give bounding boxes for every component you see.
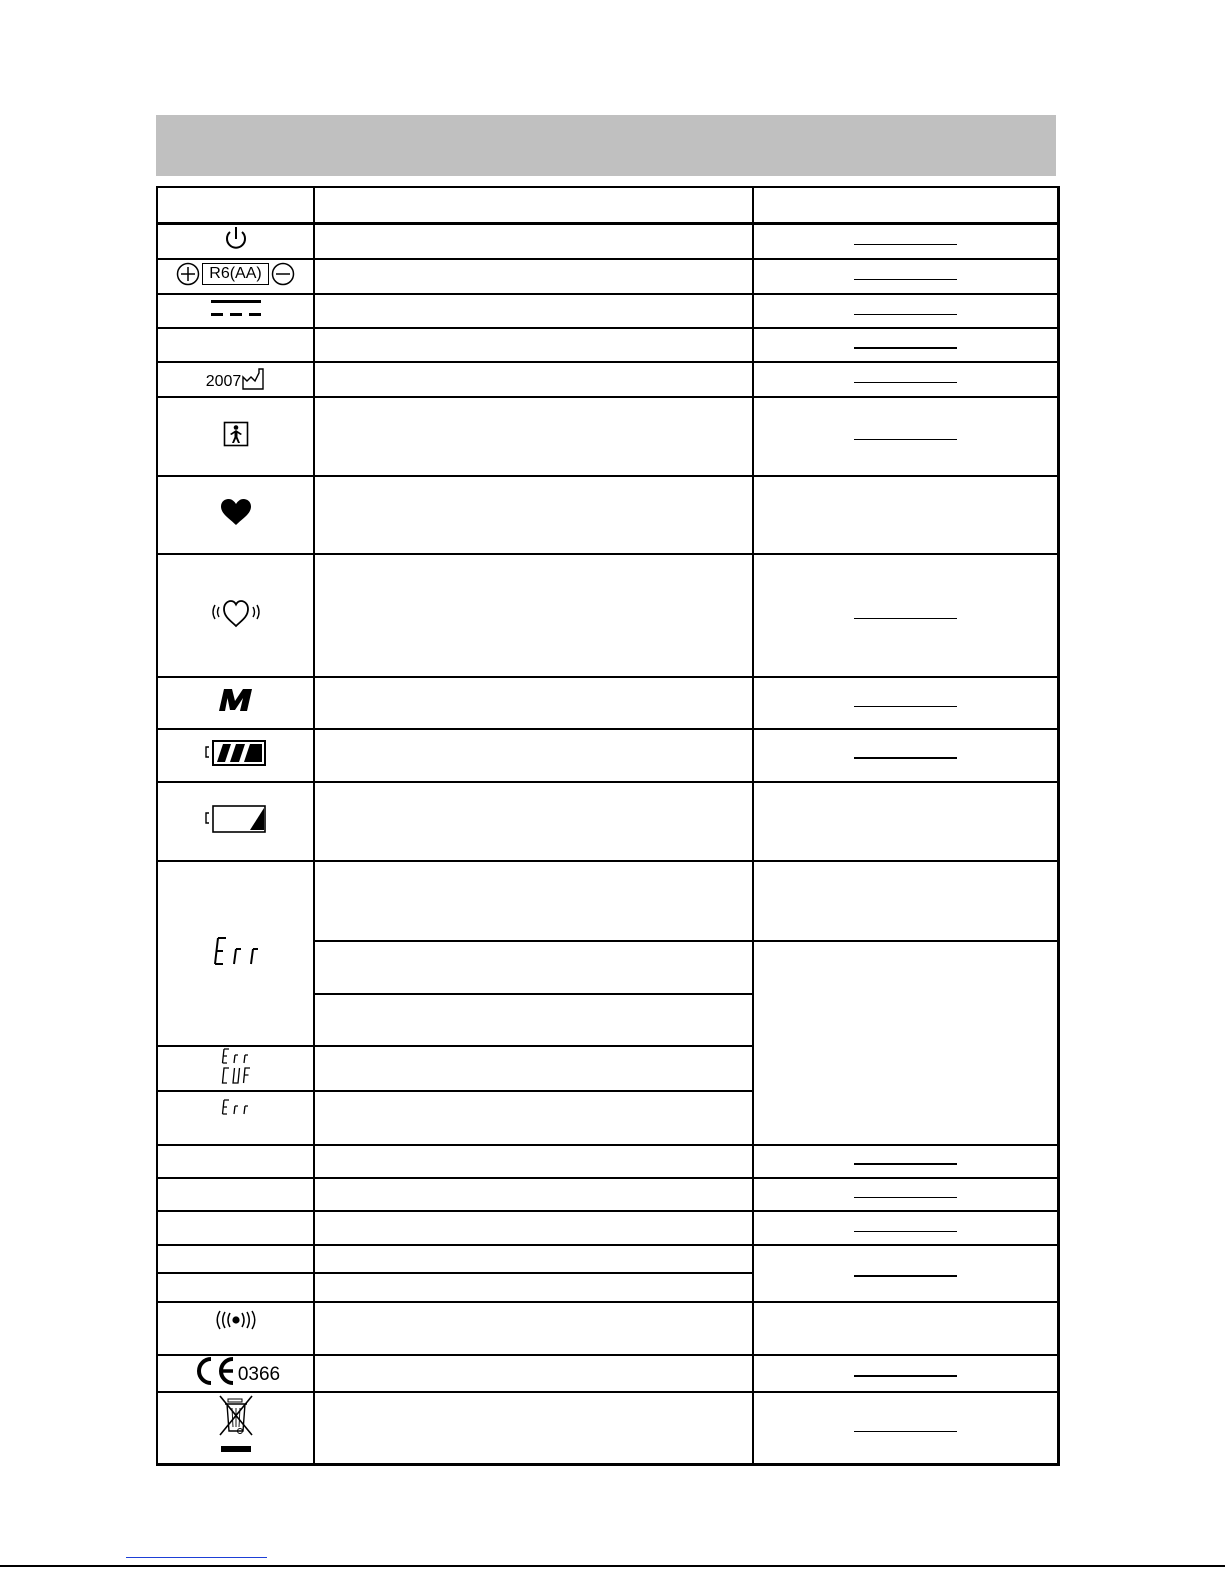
function-cell	[753, 729, 1058, 782]
description-cell	[314, 397, 753, 476]
manufacture-date-icon	[206, 367, 266, 391]
symbol-cell	[157, 782, 314, 861]
description-cell	[314, 1245, 753, 1273]
symbol-cell	[157, 1046, 314, 1091]
manufacture-year: 2007	[205, 373, 242, 390]
heart-icon	[220, 498, 252, 526]
description-cell	[314, 259, 753, 294]
dash-line	[854, 1163, 957, 1165]
header-bar	[156, 115, 1056, 176]
table-row	[157, 729, 1058, 782]
function-cell	[753, 782, 1058, 861]
table-row	[157, 782, 1058, 861]
wireless-signal-icon	[211, 1309, 261, 1331]
header-cell-symbol	[157, 187, 314, 223]
function-cell	[753, 1392, 1058, 1465]
header-cell-function	[753, 187, 1058, 223]
description-cell	[314, 1091, 753, 1145]
description-cell	[314, 782, 753, 861]
dash-line	[854, 1275, 957, 1277]
description-cell	[314, 554, 753, 677]
table-row	[157, 554, 1058, 677]
description-cell	[314, 729, 753, 782]
function-cell	[753, 362, 1058, 397]
function-cell	[753, 1302, 1058, 1355]
battery-low-icon	[204, 804, 268, 834]
table-row	[157, 861, 1058, 941]
function-cell	[753, 328, 1058, 362]
function-cell	[753, 677, 1058, 729]
weee-disposal-icon	[216, 1393, 256, 1457]
description-cell	[314, 328, 753, 362]
description-cell	[314, 1211, 753, 1245]
symbol-cell	[157, 729, 314, 782]
table-row	[157, 1355, 1058, 1392]
function-cell	[753, 294, 1058, 328]
symbol-cell	[157, 1355, 314, 1392]
description-cell	[314, 1145, 753, 1178]
description-cell	[314, 1302, 753, 1355]
description-cell	[314, 677, 753, 729]
ce-mark-icon	[191, 1356, 280, 1386]
function-cell	[753, 1178, 1058, 1211]
battery-type-icon	[176, 262, 294, 286]
description-cell	[314, 294, 753, 328]
dash-line	[854, 1431, 957, 1432]
type-bf-applied-part-icon	[223, 421, 249, 447]
description-cell	[314, 994, 753, 1046]
direct-current-icon	[210, 298, 262, 318]
symbol-cell	[157, 1178, 314, 1211]
symbol-cell	[157, 861, 314, 1046]
dash-line	[854, 347, 957, 349]
table-row	[157, 294, 1058, 328]
table-row	[157, 677, 1058, 729]
table-row	[157, 1145, 1058, 1178]
dash-line	[854, 757, 957, 759]
symbol-cell	[157, 1211, 314, 1245]
dash-line	[854, 618, 957, 619]
battery-label: R6(AA)	[202, 263, 268, 285]
symbol-cell	[157, 1245, 314, 1273]
symbol-cell	[157, 677, 314, 729]
dash-line	[854, 1375, 957, 1377]
symbol-cell	[157, 1145, 314, 1178]
function-cell	[753, 1355, 1058, 1392]
symbol-cell	[157, 1273, 314, 1302]
error-display-small-icon	[219, 1098, 253, 1116]
description-cell	[314, 861, 753, 941]
memory-icon	[215, 688, 257, 712]
power-icon	[223, 225, 249, 253]
ce-notified-body-code: 0366	[237, 1363, 281, 1385]
symbol-cell	[157, 259, 314, 294]
dash-line	[854, 1231, 957, 1232]
irregular-heartbeat-icon	[206, 597, 266, 629]
function-cell	[753, 554, 1058, 677]
symbol-cell	[157, 328, 314, 362]
description-cell	[314, 1273, 753, 1302]
function-cell	[753, 259, 1058, 294]
symbol-cell	[157, 1091, 314, 1145]
dash-line	[854, 382, 957, 383]
table-row	[157, 397, 1058, 476]
table-row	[157, 259, 1058, 294]
description-cell	[314, 941, 753, 994]
table-row	[157, 362, 1058, 397]
description-cell	[314, 476, 753, 554]
function-cell	[753, 1145, 1058, 1178]
description-cell	[314, 223, 753, 259]
table-row	[157, 328, 1058, 362]
symbol-cell	[157, 362, 314, 397]
error-cuff-display-icon	[219, 1047, 253, 1085]
description-cell	[314, 1178, 753, 1211]
function-cell	[753, 476, 1058, 554]
battery-full-icon	[204, 739, 268, 767]
description-cell	[314, 1392, 753, 1465]
table-row	[157, 1302, 1058, 1355]
symbol-cell	[157, 397, 314, 476]
function-cell	[753, 397, 1058, 476]
dash-line	[854, 279, 957, 280]
table-row	[157, 1245, 1058, 1273]
symbol-cell	[157, 554, 314, 677]
table-row	[157, 1392, 1058, 1465]
error-display-icon	[209, 936, 263, 966]
dash-line	[854, 1197, 957, 1198]
table-row	[157, 1178, 1058, 1211]
description-cell	[314, 1046, 753, 1091]
dash-line	[854, 439, 957, 440]
symbol-cell	[157, 223, 314, 259]
function-cell	[753, 941, 1058, 1145]
symbol-table	[156, 186, 1060, 1466]
symbol-cell	[157, 1302, 314, 1355]
table-row	[157, 223, 1058, 259]
symbol-cell	[157, 294, 314, 328]
table-row	[157, 1211, 1058, 1245]
footer-rule	[0, 1565, 1225, 1567]
symbol-cell	[157, 1392, 314, 1465]
function-cell	[753, 1245, 1058, 1302]
description-cell	[314, 362, 753, 397]
function-cell	[753, 861, 1058, 941]
function-cell	[753, 1211, 1058, 1245]
table-row	[157, 476, 1058, 554]
description-cell	[314, 1355, 753, 1392]
dash-line	[854, 314, 957, 315]
function-cell	[753, 223, 1058, 259]
dash-line	[854, 244, 957, 245]
table-header-row	[157, 187, 1058, 223]
footer-link-underline[interactable]	[126, 1557, 267, 1558]
header-cell-description	[314, 187, 753, 223]
symbol-cell	[157, 476, 314, 554]
dash-line	[854, 706, 957, 707]
